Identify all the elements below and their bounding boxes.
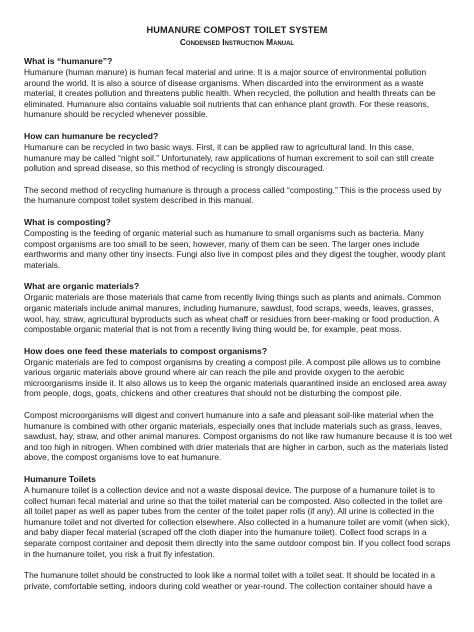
- section-paragraph: Organic materials are fed to compost organisms by creating a compost pile. A compost pile allows us to combine various organic materials above ground where air can reach the pile and provide oxygen to the aerobic microorganisms inside it. It also allows us to keep the organic materials quarantined inside an enclosed area away from people, dogs, goats, chickens and other creatures that should not be disturbing the compost pile.: [24, 356, 447, 399]
- section-heading-humanure-toilets: Humanure Toilets: [24, 474, 96, 485]
- section-heading-recycling: How can humanure be recycled?: [24, 130, 159, 141]
- section-heading-organic-materials: What are organic materials?: [24, 281, 140, 292]
- section-paragraph: Organic materials are those materials that came from recently living things such as plants and animals. Common organic materials include animal manures, including humanure, sawdust, food scraps, weeds, leaves, grasses, wool, hay, straw, agricultural byproducts such as wheat chaff or residues from beer-making or food production. A compostable organic material that is not from a recently living thing would be, for example, peat moss.: [24, 292, 442, 335]
- section-paragraph: A humanure toilet is a collection device and not a waste disposal device. The purpose of a humanure toilet is to collect human fecal material and urine so that the toilet material can be composted. Also collected in the toilet are all toilet paper as well as paper tubes from the center of the toilet paper rolls (if any). All urine is collected in the humanure toilet and not diverted for collection elsewhere. Also collected in a humanure toilet are vomit (when sick), and baby diaper fecal material (scraped off the cloth diaper into the humanure toilet). Collect food scraps in a separate compost container and deposit them directly into the same outdoor compost bin. If you collect food scraps in the humanure toilet, you risk a fruit fly infestation.: [24, 485, 451, 559]
- section-paragraph: Compost microorganisms will digest and convert humanure into a safe and pleasant soil-like material when the humanure is combined with other organic materials, especially ones that include materials such as grass, leaves, sawdust, hay, straw, and other animal manures. Compost organisms do not like raw humanure because it is too wet and too high in nitrogen. When combined with drier materials that are higher in carbon, such as the materials listed above, the compost organisms love to eat humanure.: [24, 410, 453, 463]
- section-heading-feeding: How does one feed these materials to compost organisms?: [24, 345, 268, 356]
- section-paragraph: Humanure (human manure) is human fecal material and urine. It is a major source of environmental pollution around the world. It is also a source of disease organisms. When discarded into the environment as a waste material, it creates pollution and threatens public health. When recycled, the pollution and health threats can be eliminated. Humanure also contains valuable soil nutrients that can enhance plant growth. For these reasons, humanure should be recycled whenever possible.: [24, 67, 436, 120]
- section-paragraph: Composting is the feeding of organic material such as humanure to small organisms such as bacteria. Many compost organisms are too small to be seen, however, many of them can be seen. The larger ones include earthworms and many other tiny insects. Fungi also live in compost piles and they digest the tougher, woody plant materials.: [24, 227, 446, 270]
- document-title: HUMANURE COMPOST TOILET SYSTEM: [146, 25, 328, 35]
- document-subtitle: Condensed Instruction Manual: [179, 37, 295, 47]
- section-paragraph: The humanure toilet should be constructed to look like a normal toilet with a toilet seat. It should be located in a private, comfortable setting, indoors during cold weather or year-round. The collection container should have a: [24, 570, 436, 591]
- section-heading-composting: What is composting?: [24, 216, 111, 227]
- section-heading-what-is-humanure: What is “humanure”?: [24, 56, 113, 66]
- section-paragraph: The second method of recycling humanure is through a process called “composting.” This is the process used by the humanure compost toilet system described in this manual.: [24, 184, 442, 206]
- document-body: [24, 56, 453, 591]
- section-paragraph: Humanure can be recycled in two basic ways. First, it can be applied raw to agricultural land. In this case, humanure may be called “night soil.” Unfortunately, raw applications of human excrement to soil can still create pollution and spread disease, so this method of recycling is strongly discouraged.: [24, 141, 434, 174]
